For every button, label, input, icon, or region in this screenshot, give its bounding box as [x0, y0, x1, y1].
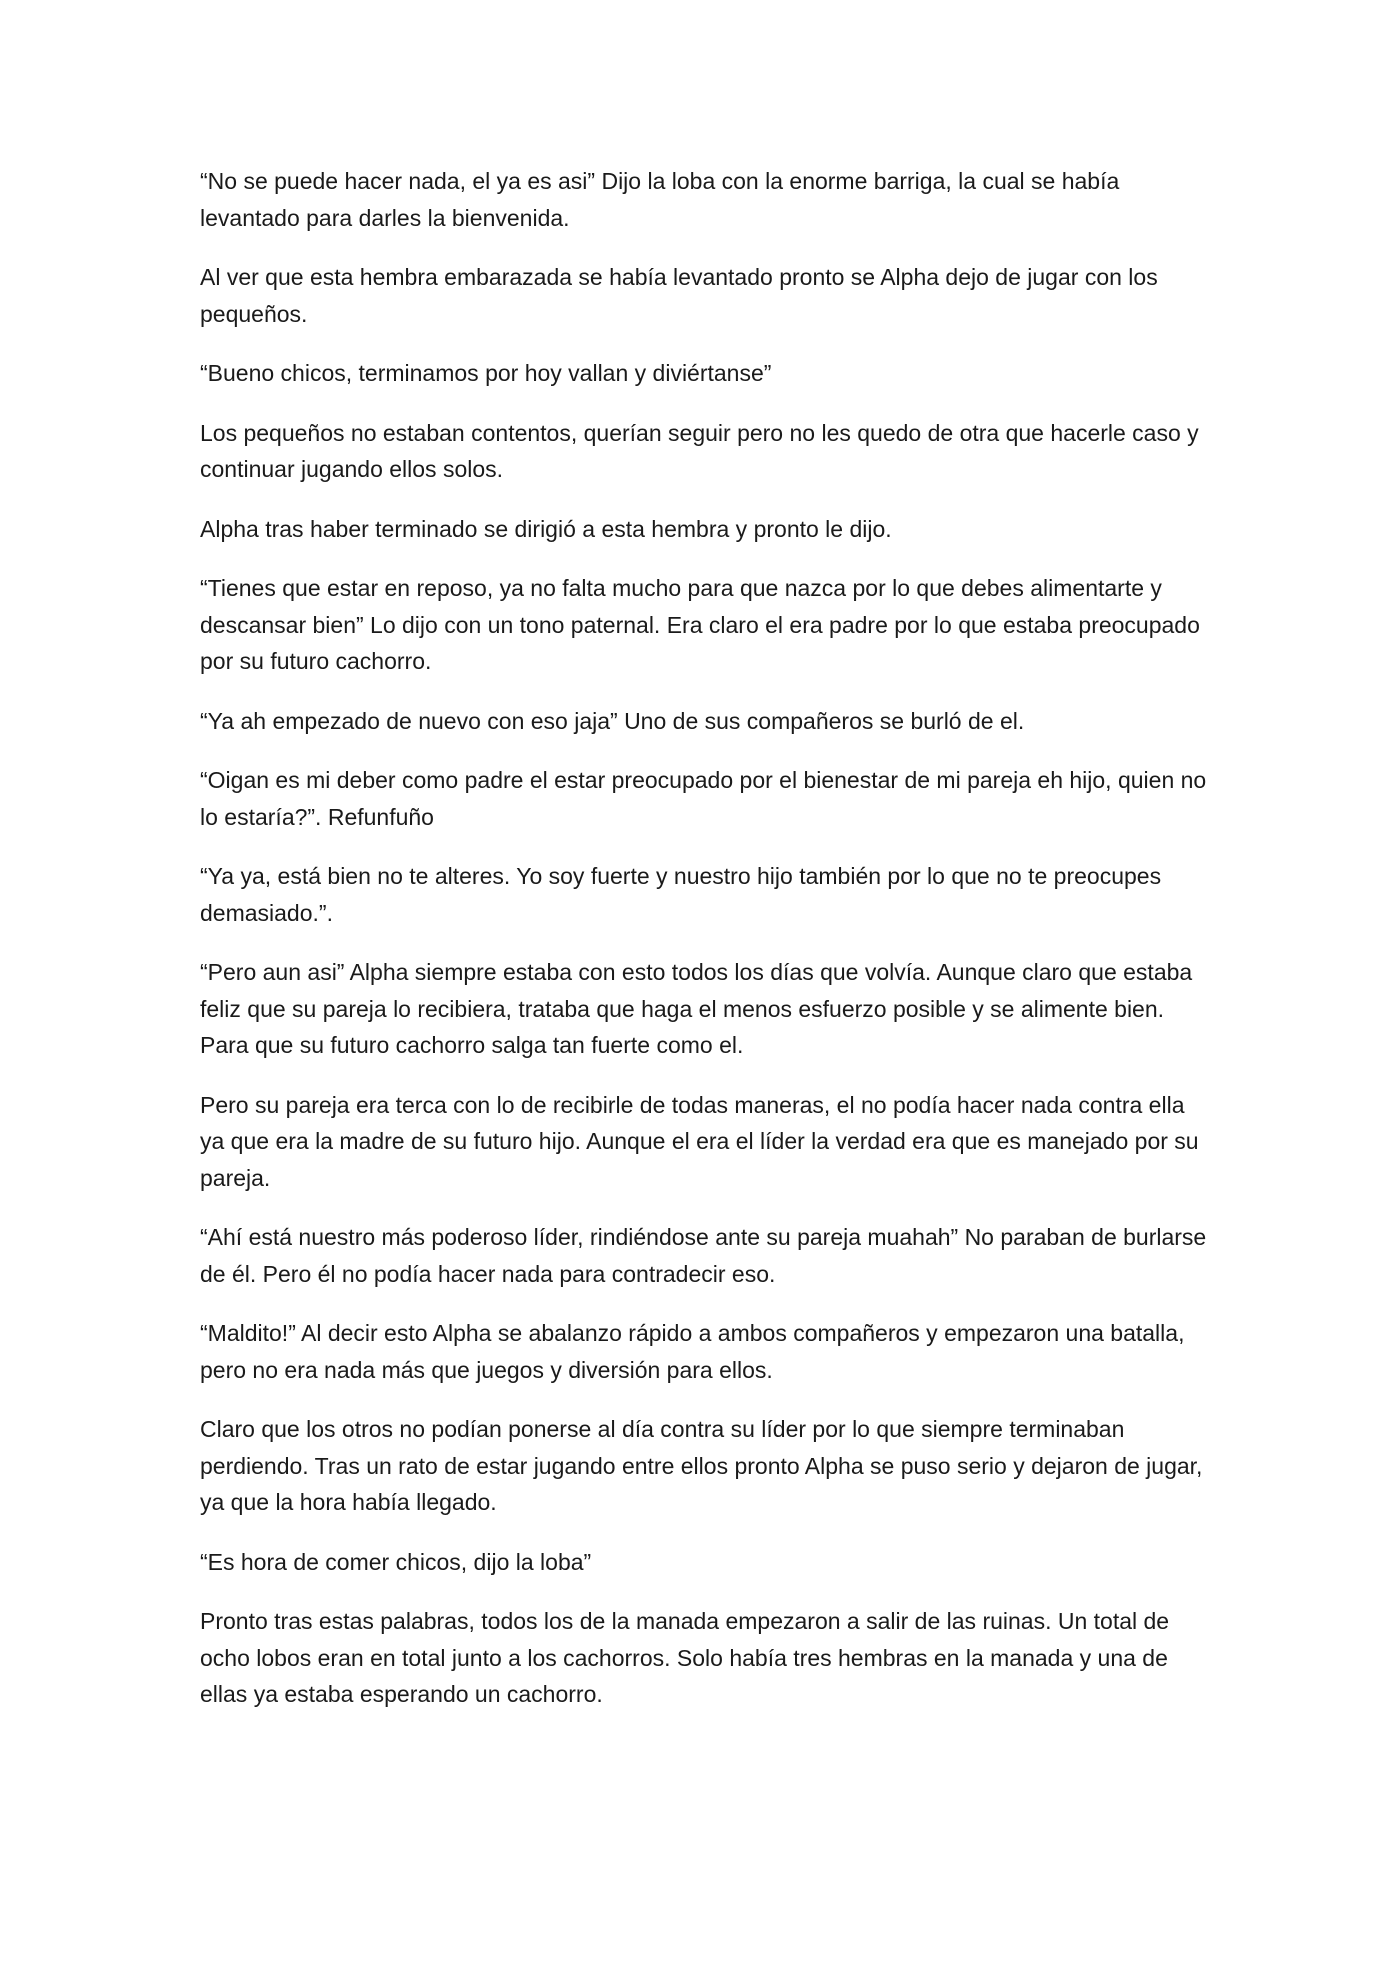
- paragraph-12: “Ahí está nuestro más poderoso líder, rindiéndose ante su pareja muahah” No paraban de burlarse de él. Pero él no podía hacer nada para contradecir eso.: [200, 1224, 1207, 1287]
- paragraph-10: “Pero aun asi” Alpha siempre estaba con esto todos los días que volvía. Aunque claro que estaba feliz que su pareja lo recibiera, trataba que haga el menos esfuerzo posible y se alimente bien. Para que su futuro cachorro salga tan fuerte como el.: [200, 959, 1193, 1058]
- paragraph-13: “Maldito!” Al decir esto Alpha se abalanzo rápido a ambos compañeros y empezaron una batalla, pero no era nada más que juegos y diversión para ellos.: [200, 1320, 1185, 1383]
- paragraph-1: “No se puede hacer nada, el ya es asi” Dijo la loba con la enorme barriga, la cual se había levantado para darles la bienvenida.: [200, 168, 1120, 231]
- paragraph-7: “Ya ah empezado de nuevo con eso jaja” Uno de sus compañeros se burló de el.: [200, 707, 1025, 734]
- paragraph-4: Los pequeños no estaban contentos, querían seguir pero no les quedo de otra que hacerle caso y continuar jugando ellos solos.: [200, 419, 1199, 482]
- paragraph-6: “Tienes que estar en reposo, ya no falta mucho para que nazca por lo que debes alimentarte y descansar bien” Lo dijo con un tono paternal. Era claro el era padre por lo que estaba preocupado por su futuro cachorro.: [200, 575, 1200, 674]
- paragraph-2: Al ver que esta hembra embarazada se había levantado pronto se Alpha dejo de jugar con los pequeños.: [200, 264, 1158, 327]
- paragraph-5: Alpha tras haber terminado se dirigió a esta hembra y pronto le dijo.: [200, 515, 892, 542]
- paragraph-16: Pronto tras estas palabras, todos los de la manada empezaron a salir de las ruinas. Un total de ocho lobos eran en total junto a los cachorros. Solo había tres hembras en la manada y una de ellas ya estaba esperando un cachorro.: [200, 1608, 1170, 1707]
- document-body: [200, 163, 1210, 1736]
- paragraph-11: Pero su pareja era terca con lo de recibirle de todas maneras, el no podía hacer nada contra ella ya que era la madre de su futuro hijo. Aunque el era el líder la verdad era que es manejado por su pareja.: [200, 1091, 1199, 1191]
- paragraph-15: “Es hora de comer chicos, dijo la loba”: [200, 1548, 592, 1575]
- paragraph-14: Claro que los otros no podían ponerse al día contra su líder por lo que siempre terminaban perdiendo. Tras un rato de estar jugando entre ellos pronto Alpha se puso serio y dejaron de jugar, ya que la hora había llegado.: [200, 1416, 1203, 1515]
- paragraph-8: “Oigan es mi deber como padre el estar preocupado por el bienestar de mi pareja eh hijo, quien no lo estaría?”. Refunfuño: [200, 767, 1207, 830]
- paragraph-3: “Bueno chicos, terminamos por hoy vallan y diviértanse”: [200, 360, 772, 386]
- paragraph-9: “Ya ya, está bien no te alteres. Yo soy fuerte y nuestro hijo también por lo que no te preocupes demasiado.”.: [200, 863, 1162, 926]
